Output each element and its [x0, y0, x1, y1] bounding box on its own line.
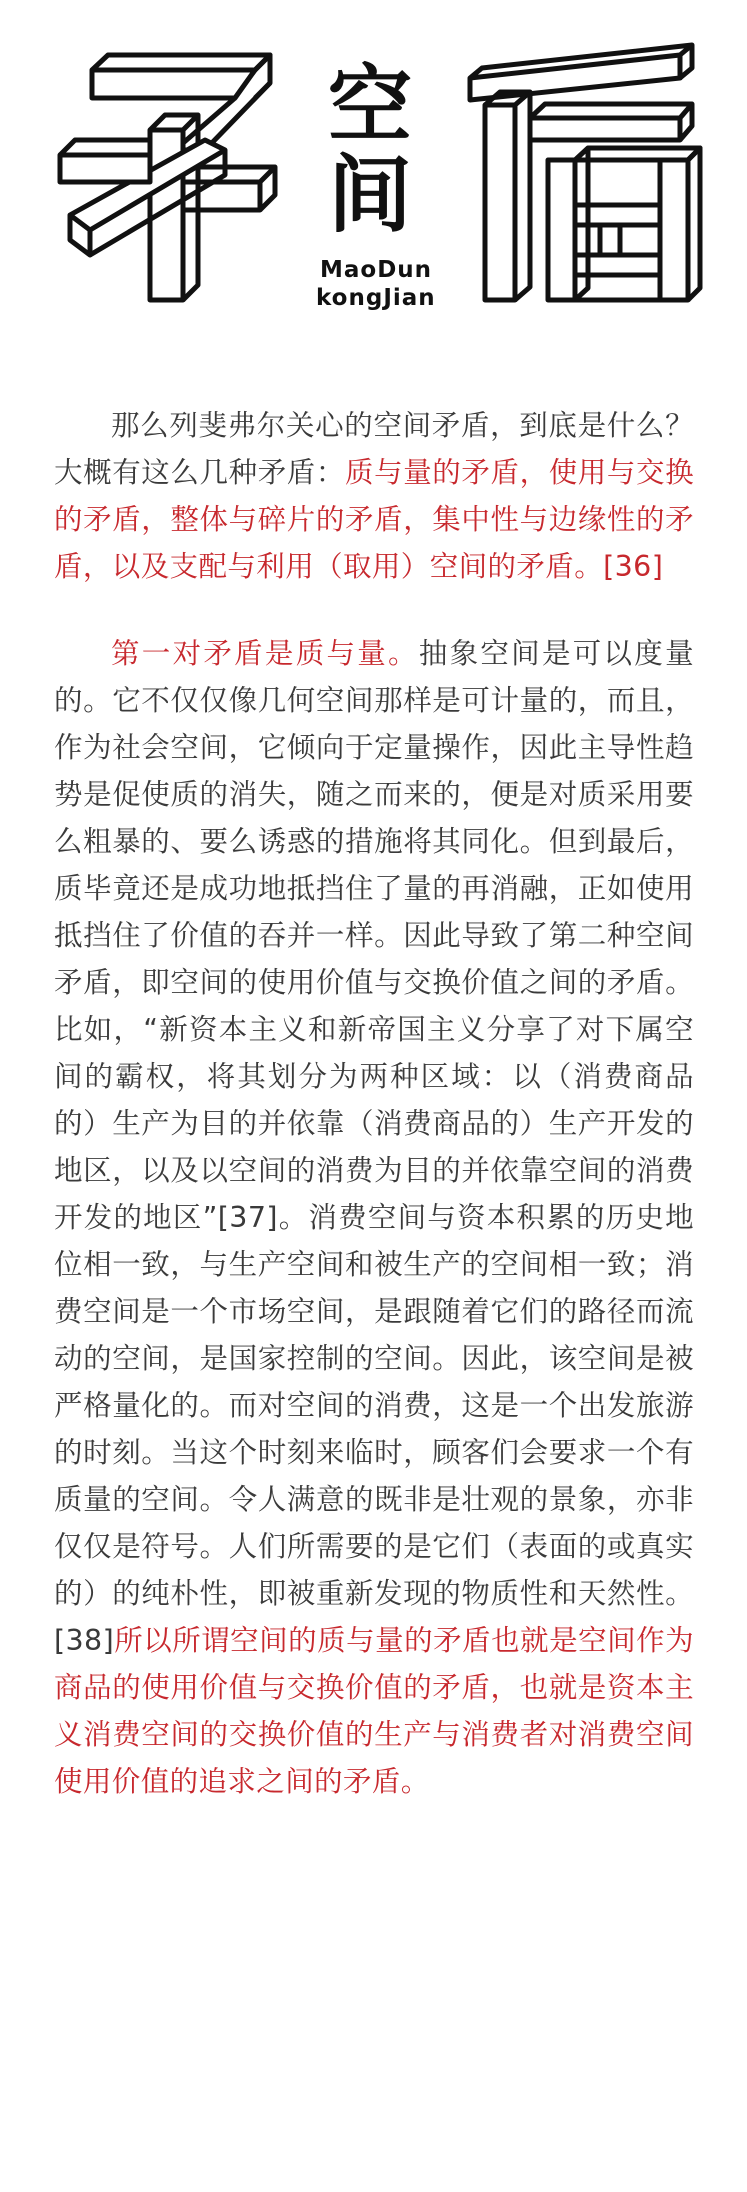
paragraph-2 — [54, 630, 694, 1805]
paragraph-1-highlight: 质与量的矛盾，使用与交换的矛盾，整体与碎片的矛盾，集中性与边缘性的矛盾，以及支配与利用（取用）空间的矛盾。 — [54, 456, 694, 583]
logo-char-kong: 空 — [327, 56, 412, 154]
logo-subtitle-line1: MaoDun — [320, 257, 433, 283]
paragraph-1 — [54, 402, 694, 590]
footnote-ref-36: [36] — [603, 550, 664, 583]
paragraph-1-text: 那么列斐弗尔关心的空间矛盾，到底是什么？大概有这么几种矛盾： — [54, 409, 694, 489]
logo-subtitle-line2: kongJian — [316, 285, 436, 311]
paragraph-2-lead: 第一对矛盾是质与量。 — [111, 637, 419, 670]
article-body — [54, 402, 694, 1805]
paragraph-2-conclusion: 所以所谓空间的质与量的矛盾也就是空间作为商品的使用价值与交换价值的矛盾，也就是资本主义消费空间的交换价值的生产与消费者对消费空间使用价值的追求之间的矛盾。 — [54, 1624, 694, 1798]
logo-char-jian: 间 — [327, 146, 412, 244]
paragraph-2-text: 抽象空间是可以度量的。它不仅仅像几何空间那样是可计量的，而且，作为社会空间，它倾向于定量操作，因此主导性趋势是促使质的消失，随之而来的，便是对质采用要么粗暴的、要么诱惑的措施将其同化。但到最后，质毕竟还是成功地抵挡住了量的再消融，正如使用抵挡住了价值的吞并一样。因此导致了第二种空间矛盾，即空间的使用价值与交换价值之间的矛盾。比如，“新资本主义和新帝国主义分享了对下属空间的霸权，将其划分为两种区域：以（消费商品的）生产为目的并依靠（消费商品的）生产开发的地区，以及以空间的消费为目的并依靠空间的消费开发的地区”[37]。消费空间与资本积累的历史地位相一致，与生产空间和被生产的空间相一致；消费空间是一个市场空间，是跟随着它们的路径而流动的空间，是国家控制的空间。因此，该空间是被严格量化的。而对空间的消费，这是一个出发旅游的时刻。当这个时刻来临时，顾客们会要求一个有质量的空间。令人满意的既非是壮观的景象，亦非仅仅是符号。人们所需要的是它们（表面的或真实的）的纯朴性，即被重新发现的物质性和天然性。[38] — [54, 637, 694, 1657]
title-logo — [0, 0, 747, 340]
